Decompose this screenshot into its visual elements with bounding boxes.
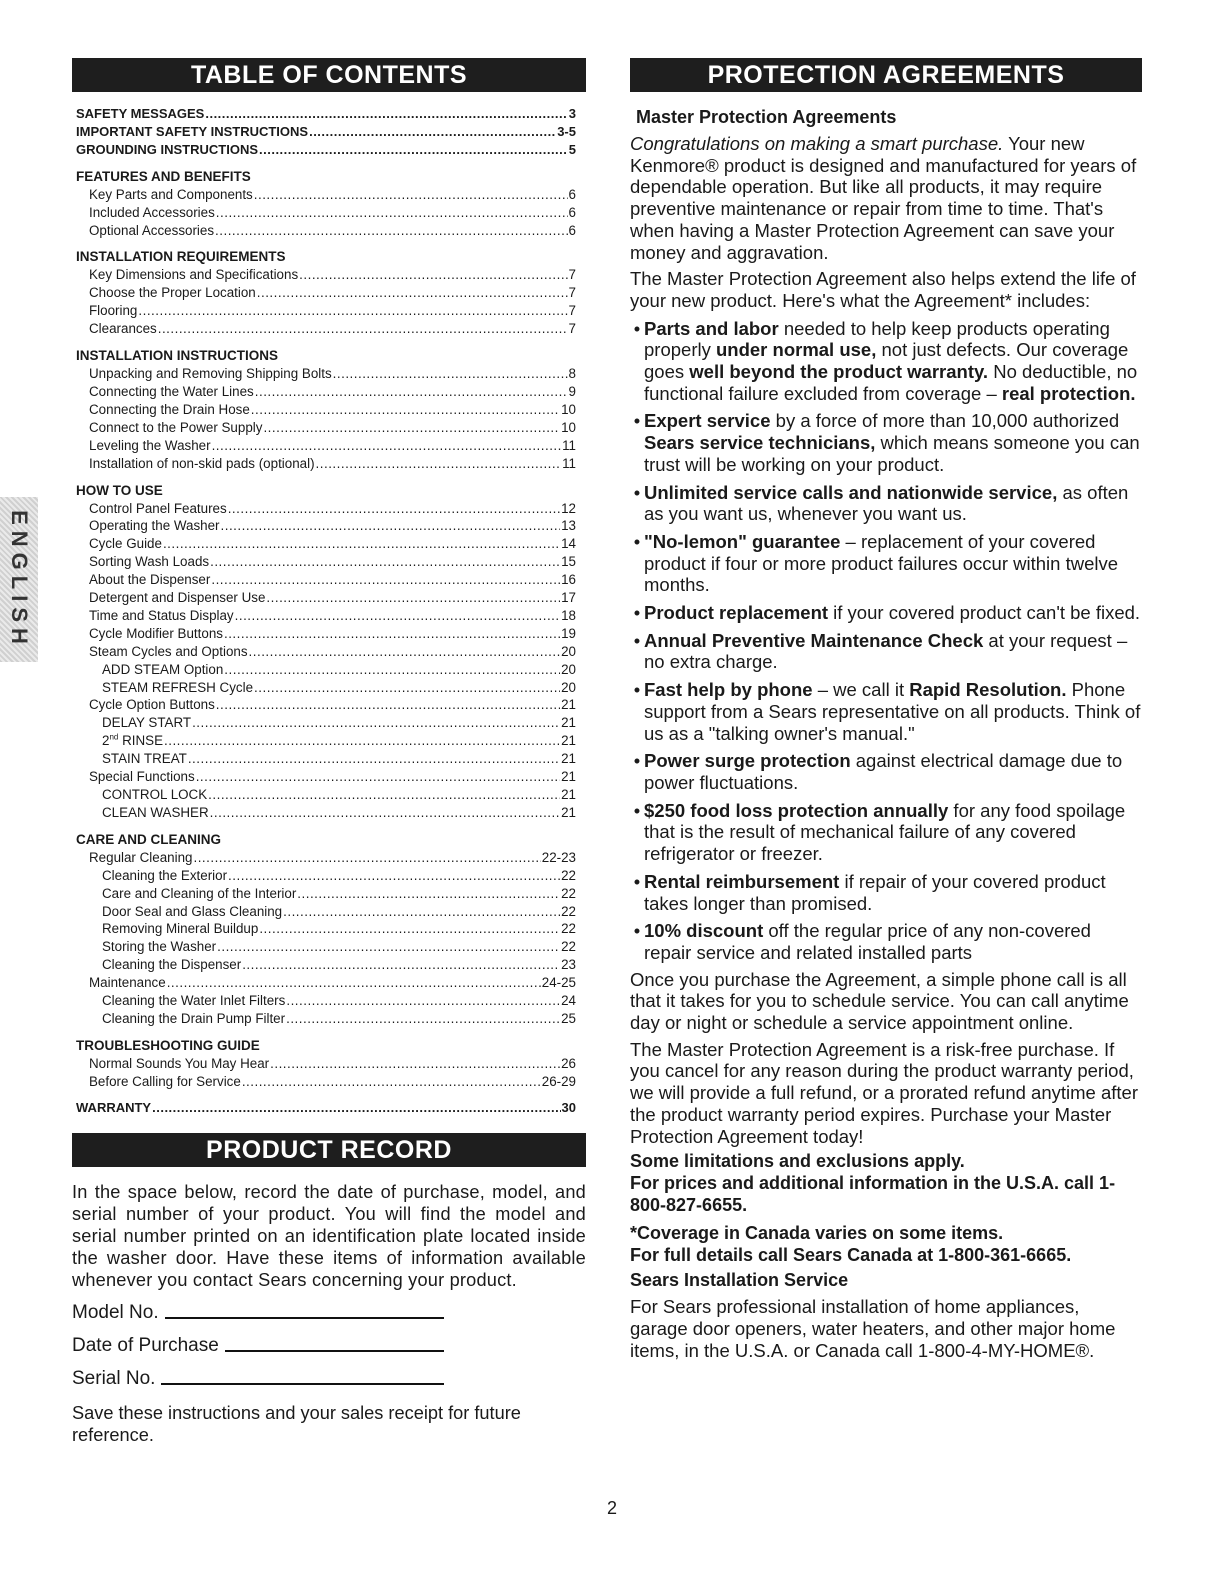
toc-entry-title: SAFETY MESSAGES [76, 106, 205, 121]
toc-entry-page: 11 [562, 455, 576, 471]
toc-entry [76, 920, 576, 938]
benefit-parts-labor: • Parts and labor needed to help keep products operating properly under normal use, not just defects. Our coverage goes well beyond the product warranty. No deductible, no functional failure excluded from coverage – real protection. [630, 318, 1142, 405]
toc-entry-title: Storing the Washer [102, 939, 217, 955]
toc-entry-title: Cycle Modifier Buttons [89, 625, 223, 641]
language-side-tab [0, 497, 38, 662]
benefit-expert-service: • Expert service by a force of more than 10,000 authorized Sears service technicians, which means someone you can trust will be working on your product. [630, 410, 1142, 475]
left-column [72, 58, 586, 1446]
toc-entry [76, 992, 576, 1010]
bullet-icon: • [633, 920, 641, 942]
toc-entry-page: 9 [568, 383, 576, 399]
toc-entry-page: 14 [561, 536, 576, 552]
toc-entry-page: 6 [568, 204, 576, 220]
toc-entry-page: 25 [561, 1010, 576, 1026]
toc-entry [76, 500, 576, 518]
toc-entry-page: 15 [561, 554, 576, 570]
master-protection-heading: Master Protection Agreements [636, 107, 897, 127]
toc-entry [76, 320, 576, 338]
bullet-icon: • [633, 750, 641, 772]
bullet-icon: • [633, 602, 641, 624]
model-number-label: Model No. [72, 1301, 159, 1323]
toc-entry [76, 571, 576, 589]
toc-entry-page: 19 [561, 625, 576, 641]
toc-entry-title: Operating the Washer [89, 518, 220, 534]
bullet-icon: • [633, 870, 641, 892]
toc-entry-title: ADD STEAM Option [102, 661, 224, 677]
toc-leader-dots [216, 696, 560, 714]
toc-leader-dots [212, 437, 562, 455]
toc-entry [76, 679, 576, 697]
toc-entry [76, 849, 576, 867]
toc-entry-page: 24-25 [541, 975, 576, 991]
toc-entry-page: 22 [561, 921, 576, 937]
toc-entry [76, 804, 576, 822]
toc-entry [76, 768, 576, 786]
toc-entry-title: Sorting Wash Loads [89, 554, 210, 570]
toc-entry-page: 22 [561, 939, 576, 955]
toc-leader-dots [242, 1073, 541, 1091]
benefit-unlimited-calls: • Unlimited service calls and nationwide service, as often as you want us, whenever you want us. [630, 482, 1142, 525]
toc-entry-title: Control Panel Features [89, 500, 227, 516]
toc-entry [76, 419, 576, 437]
purchase-date-label: Date of Purchase [72, 1334, 219, 1356]
toc-leader-dots [167, 974, 541, 992]
toc-entry [76, 302, 576, 320]
toc-entry-page: 3-5 [557, 123, 576, 139]
toc-leader-dots [205, 105, 567, 123]
toc-leader-dots [192, 714, 560, 732]
toc-entry [76, 589, 576, 607]
toc-leader-dots [217, 938, 560, 956]
toc-entry-title: Key Dimensions and Specifications [89, 267, 299, 283]
toc-entry [76, 437, 576, 455]
toc-entry-title: WARRANTY [76, 1099, 152, 1115]
toc-entry-title: Cycle Guide [89, 536, 162, 552]
agreement-includes-paragraph: The Master Protection Agreement also helps extend the life of your new product. Here's what the Agreement* includes: [630, 268, 1136, 311]
risk-free-paragraph: The Master Protection Agreement is a risk-free purchase. If you cancel for any reason during the product warranty period, we will provide a full refund, or a prorated refund anytime after the product warranty period expires. Purchase your Master Protection Agreement today! [630, 1038, 1138, 1147]
toc-leader-dots [196, 768, 560, 786]
schedule-service-paragraph: Once you purchase the Agreement, a simple phone call is all that it takes for you to schedule service. You can call anytime day or night or schedule a service appointment online. [630, 968, 1129, 1034]
toc-leader-dots [266, 589, 560, 607]
toc-leader-dots [138, 302, 567, 320]
installation-service-text: For Sears professional installation of home appliances, garage door openers, water heaters, and other major home items, in the U.S.A. or Canada call 1-800-4-MY-HOME®. [630, 1296, 1116, 1361]
toc-entry-title: CLEAN WASHER [102, 804, 209, 820]
toc-leader-dots [224, 661, 560, 679]
toc-leader-dots [257, 284, 568, 302]
toc-entry-page: 7 [568, 321, 576, 337]
toc-entry-page: 23 [561, 957, 576, 973]
toc-entry-title: Steam Cycles and Options [89, 643, 248, 659]
toc-banner: TABLE OF CONTENTS [72, 58, 586, 92]
toc-leader-dots [255, 383, 568, 401]
table-of-contents [72, 105, 576, 1117]
toc-entry-title: Unpacking and Removing Shipping Bolts [89, 366, 332, 382]
toc-entry [76, 517, 576, 535]
toc-leader-dots [283, 903, 560, 921]
toc-entry-title: STAIN TREAT [102, 751, 187, 767]
toc-entry [76, 204, 576, 222]
benefit-rental-reimbursement: • Rental reimbursement if repair of your covered product takes longer than promised. [630, 871, 1142, 914]
toc-leader-dots [210, 804, 560, 822]
toc-entry-page: 21 [561, 769, 576, 785]
toc-entry-page: 5 [568, 141, 576, 157]
benefit-maintenance-check: • Annual Preventive Maintenance Check at your request – no extra charge. [630, 630, 1142, 673]
toc-entry [76, 1055, 576, 1073]
toc-entry-title: CONTROL LOCK [102, 787, 208, 802]
toc-entry [76, 714, 576, 732]
toc-leader-dots [286, 1010, 560, 1028]
toc-entry-page: 12 [561, 500, 576, 516]
toc-entry-title: Key Parts and Components [89, 186, 253, 202]
toc-entry [76, 1010, 576, 1028]
toc-entry-title: Detergent and Dispenser Use [89, 590, 266, 606]
toc-entry-title: Cleaning the Water Inlet Filters [102, 993, 286, 1009]
toc-entry [76, 1099, 576, 1117]
toc-leader-dots [164, 732, 560, 750]
toc-leader-dots [228, 500, 560, 518]
serial-number-field[interactable] [72, 1368, 444, 1390]
toc-entry-page: 10 [561, 419, 576, 435]
toc-entry-page: 20 [561, 679, 576, 695]
toc-entry-page: 22 [561, 867, 576, 883]
toc-leader-dots [254, 186, 568, 204]
toc-entry-page: 21 [561, 697, 576, 713]
bullet-icon: • [633, 317, 641, 339]
toc-section-heading: HOW TO USE [76, 482, 163, 498]
toc-entry [76, 284, 576, 302]
toc-entry [76, 786, 576, 804]
toc-entry-page: 17 [561, 590, 576, 606]
toc-section-heading: INSTALLATION REQUIREMENTS [76, 249, 286, 265]
product-record-intro: In the space below, record the date of purchase, model, and serial number of your product. You will find the model and serial number printed on an identification plate located inside the washer door. Have these items of information available whenever you contact Sears concerning your product. [72, 1181, 586, 1290]
toc-entry [76, 732, 576, 750]
toc-entry-page: 20 [561, 661, 576, 677]
toc-entry-page: 22 [561, 903, 576, 919]
toc-entry [76, 365, 576, 383]
toc-leader-dots [333, 365, 568, 383]
save-instructions-note: Save these instructions and your sales receipt for future reference. [72, 1402, 521, 1445]
toc-entry-page: 6 [568, 222, 576, 238]
toc-entry-title: Clearances [89, 321, 157, 337]
purchase-date-line[interactable] [225, 1350, 444, 1352]
toc-entry-page: 26 [561, 1055, 576, 1071]
toc-leader-dots [158, 320, 568, 338]
toc-entry [76, 607, 576, 625]
toc-entry-page: 7 [568, 285, 576, 301]
congratulations-italic: Congratulations on making a smart purchase. [630, 133, 1004, 154]
purchase-date-field[interactable] [72, 1335, 444, 1357]
toc-entry-title: Connecting the Water Lines [89, 383, 254, 399]
toc-entry [76, 553, 576, 571]
toc-leader-dots [152, 1099, 560, 1117]
benefit-food-loss: • $250 food loss protection annually for any food spoilage that is the result of mechanical failure of any covered refrigerator or freezer. [630, 800, 1142, 865]
toc-entry [76, 383, 576, 401]
toc-leader-dots [224, 625, 560, 643]
toc-entry-page: 20 [561, 643, 576, 659]
toc-entry-page: 21 [561, 751, 576, 767]
model-number-line[interactable] [165, 1317, 444, 1319]
toc-entry [76, 661, 576, 679]
toc-leader-dots [216, 204, 568, 222]
toc-leader-dots [259, 920, 560, 938]
toc-entry [76, 867, 576, 885]
toc-entry-page: 26-29 [541, 1073, 576, 1089]
toc-entry-title: Removing Mineral Buildup [102, 921, 259, 937]
toc-entry-title: Connect to the Power Supply [89, 419, 263, 435]
toc-entry-page: 30 [561, 1099, 576, 1115]
usa-phone-note: For prices and additional information in the U.S.A. call 1-800-827-6655. [630, 1173, 1116, 1216]
toc-entry-title: Optional Accessories [89, 222, 215, 238]
toc-leader-dots [235, 607, 560, 625]
toc-leader-dots [259, 141, 568, 159]
toc-section-heading: TROUBLESHOOTING GUIDE [76, 1037, 260, 1053]
toc-leader-dots [242, 956, 560, 974]
benefit-phone-help: • Fast help by phone – we call it Rapid Resolution. Phone support from a Sears representative on all products. Think of us as a "talking owner's manual." [630, 679, 1142, 744]
limitations-note: Some limitations and exclusions apply. [630, 1151, 965, 1172]
toc-entry [76, 186, 576, 204]
toc-section-heading: INSTALLATION INSTRUCTIONS [76, 348, 278, 364]
toc-entry [76, 625, 576, 643]
toc-leader-dots [211, 571, 560, 589]
toc-leader-dots [286, 992, 560, 1010]
toc-leader-dots [249, 643, 561, 661]
toc-entry [76, 903, 576, 921]
toc-entry-title: Cleaning the Exterior [102, 867, 228, 883]
toc-entry-title: IMPORTANT SAFETY INSTRUCTIONS [76, 123, 309, 139]
toc-entry-title: Flooring [89, 303, 138, 319]
benefit-discount: • 10% discount off the regular price of any non-covered repair service and related installed parts [630, 920, 1142, 963]
toc-entry-title: Leveling the Washer [89, 437, 211, 453]
toc-entry-page: 16 [561, 572, 576, 588]
toc-entry-title: Care and Cleaning of the Interior [102, 885, 297, 901]
toc-entry-title: Installation of non-skid pads (optional) [89, 455, 315, 471]
toc-entry-page: 6 [568, 186, 576, 202]
toc-entry [76, 750, 576, 768]
toc-leader-dots [270, 1055, 560, 1073]
toc-entry-title: Normal Sounds You May Hear [89, 1055, 270, 1071]
toc-entry [76, 885, 576, 903]
protection-banner: PROTECTION AGREEMENTS [630, 58, 1142, 92]
toc-entry-title: Connecting the Drain Hose [89, 401, 250, 417]
congratulations-rest: Your new Kenmore® product is designed and manufactured for years of dependable operation. But like all products, it may require preventive maintenance or repair from time to time. That's when having a Master Protection Agreement can save your money and aggravation. [630, 133, 1137, 263]
toc-leader-dots [309, 123, 556, 141]
toc-entry-page: 11 [562, 437, 576, 453]
toc-leader-dots [163, 535, 560, 553]
toc-entry-page: 7 [568, 267, 576, 283]
benefit-product-replacement: • Product replacement if your covered product can't be fixed. [630, 602, 1142, 624]
toc-entry-title: Before Calling for Service [89, 1073, 241, 1089]
toc-entry-page: 21 [561, 733, 576, 749]
toc-leader-dots [188, 750, 560, 768]
product-record-banner: PRODUCT RECORD [72, 1133, 586, 1167]
toc-entry-title: Regular Cleaning [89, 849, 193, 865]
toc-section-heading: CARE AND CLEANING [76, 831, 221, 847]
toc-entry-page: 18 [561, 607, 576, 623]
toc-entry [76, 696, 576, 714]
toc-entry-page: 7 [568, 303, 576, 319]
toc-entry-page: 22 [561, 885, 576, 901]
toc-leader-dots [215, 222, 568, 240]
toc-entry-page: 21 [561, 804, 576, 820]
toc-leader-dots [228, 867, 560, 885]
toc-entry-title: Included Accessories [89, 204, 215, 220]
toc-entry [76, 1073, 576, 1091]
toc-entry [76, 643, 576, 661]
toc-entry [76, 455, 576, 473]
serial-number-line[interactable] [161, 1383, 444, 1385]
toc-entry-title: Time and Status Display [89, 607, 234, 623]
toc-leader-dots [193, 849, 540, 867]
bullet-icon: • [633, 530, 641, 552]
installation-service-heading: Sears Installation Service [630, 1270, 849, 1291]
toc-leader-dots [297, 885, 560, 903]
toc-entry-title: Cycle Option Buttons [89, 697, 215, 713]
page-number: 2 [606, 1498, 617, 1518]
toc-leader-dots [221, 517, 561, 535]
toc-leader-dots [251, 401, 560, 419]
toc-entry-title: Special Functions [89, 769, 195, 785]
toc-entry-page: 24 [561, 993, 576, 1009]
toc-entry [76, 222, 576, 240]
toc-leader-dots [263, 419, 560, 437]
toc-leader-dots [210, 553, 560, 571]
model-number-field[interactable] [72, 1302, 444, 1324]
toc-entry-page: 21 [561, 787, 576, 802]
toc-entry [76, 123, 576, 141]
toc-entry [76, 974, 576, 992]
serial-number-label: Serial No. [72, 1367, 156, 1389]
toc-entry-title: Maintenance [89, 975, 166, 991]
toc-entry-page: 13 [561, 518, 576, 534]
toc-leader-dots [316, 455, 562, 473]
toc-leader-dots [299, 266, 567, 284]
toc-entry-page: 3 [568, 106, 576, 121]
toc-entry [76, 105, 576, 123]
toc-entry-page: 8 [568, 366, 576, 382]
congratulations-paragraph [630, 133, 1142, 263]
bullet-icon: • [633, 629, 641, 651]
toc-section-heading: FEATURES AND BENEFITS [76, 168, 251, 184]
toc-entry-title: About the Dispenser [89, 572, 211, 588]
toc-leader-dots [208, 786, 560, 804]
toc-entry [76, 266, 576, 284]
bullet-icon: • [633, 799, 641, 821]
toc-entry [76, 141, 576, 159]
right-column [630, 58, 1142, 1361]
bullet-icon: • [633, 410, 641, 432]
toc-entry-title: Cleaning the Drain Pump Filter [102, 1010, 286, 1026]
toc-entry [76, 938, 576, 956]
benefit-surge-protection: • Power surge protection against electrical damage due to power fluctuations. [630, 750, 1142, 793]
canada-phone-note: For full details call Sears Canada at 1-800-361-6665. [630, 1245, 1072, 1266]
bullet-icon: • [633, 481, 641, 503]
toc-entry-title: 2nd RINSE [102, 732, 164, 749]
side-tab-label: ENGLISH [7, 509, 32, 650]
benefit-no-lemon: • "No-lemon" guarantee – replacement of your covered product if four or more product failures occur within twelve months. [630, 531, 1142, 596]
toc-entry-page: 21 [561, 715, 576, 731]
toc-entry-title: Cleaning the Dispenser [102, 957, 242, 973]
toc-leader-dots [254, 679, 560, 697]
toc-entry-page: 10 [561, 401, 576, 417]
toc-entry-title: Choose the Proper Location [89, 285, 256, 301]
toc-entry-title: Door Seal and Glass Cleaning [102, 903, 283, 919]
canada-coverage-note: *Coverage in Canada varies on some items. [630, 1223, 1004, 1244]
bullet-icon: • [633, 679, 641, 701]
toc-entry-title: GROUNDING INSTRUCTIONS [76, 141, 258, 157]
toc-entry-page: 22-23 [541, 849, 576, 865]
toc-entry-title: DELAY START [102, 715, 192, 731]
toc-entry [76, 401, 576, 419]
toc-entry [76, 956, 576, 974]
toc-entry [76, 535, 576, 553]
toc-entry-title: STEAM REFRESH Cycle [102, 679, 254, 695]
